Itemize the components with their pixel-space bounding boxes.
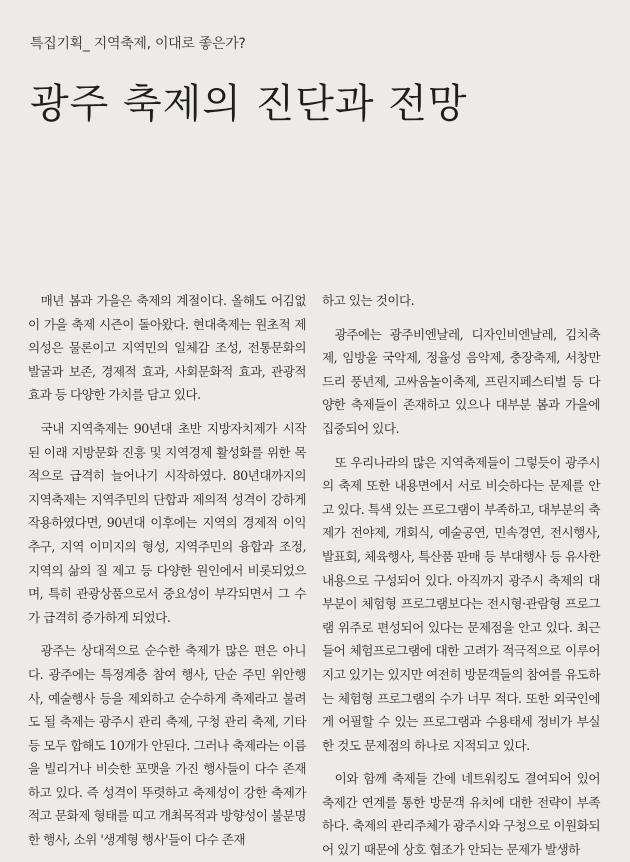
paragraph: 또 우리나라의 많은 지역축제들이 그렇듯이 광주시의 축제 또한 내용면에서 서로 비슷하다는 문제를 안고 있다. 특색 있는 프로그램이 부족하고, 대부분의 축제가 전야제, 개회식, 예술공연, 민속경연, 전시행사, 발표회, 체육행사, 특산품 판매 등 부대행사 등 유사한 내용으로 구성되어 있다. 아직까지 광주시 축제의 대부분이 체험형 프로그램보다는 전시형·관람형 프로그램 위주로 편성되어 있다는 문제점을 안고 있다. 최근 들어 체험프로그램에 대한 고려가 적극적으로 이루어지고 있기는 있지만 여전히 방문객들의 참여를 유도하는 체험형 프로그램의 수가 너무 적다. 또한 외국인에게 어필할 수 있는 프로그램과 수용태세 정비가 부실한 것도 문제점의 하나로 지적되고 있다. xyxy=(322,454,600,753)
paragraph: 국내 지역축제는 90년대 초반 지방자치제가 시작된 이래 지방문화 진흥 및 지역경제 활성화를 위한 목적으로 급격히 늘어나기 시작하였다. 80년대까지의 지역축제는 지역주민의 단합과 제의적 성격이 강하게 작용하였다면, 90년대 이후에는 지역의 경제적 이익추구, 지역 이미지의 형성, 지역주민의 융합과 조정, 지역의 삶의 질 제고 등 다양한 원인에서 비롯되었으며, 특히 관광상품으로서 중요성이 부각되면서 그 수가 급격히 증가하게 되었다. xyxy=(28,420,306,625)
paragraph: 매년 봄과 가을은 축제의 계절이다. 올해도 어김없이 가을 축제 시즌이 돌아왔다. 현대축제는 원초적 제의성은 물론이고 지역민의 일체감 조성, 전통문화의 발굴과 보존, 경제적 효과, 사회문화적 효과, 관광적 효과 등 다양한 가치를 담고 있다. xyxy=(28,293,306,403)
article-title: 광주 축제의 진단과 전망 xyxy=(30,81,468,127)
section-kicker: 특집기획_ 지역축제, 이대로 좋은가? xyxy=(30,36,246,52)
paragraph: 하고 있는 것이다. xyxy=(322,293,415,308)
paragraph: 이와 함께 축제들 간에 네트워킹도 결여되어 있어 축제간 연계를 통한 방문객 유치에 대한 전략이 부족하다. 축제의 관리주체가 광주시와 구청으로 이원화되어 있기 때문에 상호 협조가 안되는 문제가 발생하 xyxy=(322,771,600,858)
body-column-right xyxy=(322,289,600,862)
body-column-left xyxy=(28,289,306,852)
paragraph: 광주에는 광주비엔날레, 디자인비엔날레, 김치축제, 임방울 국악제, 정율성 음악제, 충장축제, 서창만드리 풍년제, 고싸움놀이축제, 프린지페스티벌 등 다양한 축제들이 존재하고 있으나 대부분 봄과 가을에 집중되어 있다. xyxy=(322,326,600,436)
paragraph: 광주는 상대적으로 순수한 축제가 많은 편은 아니다. 광주에는 특정계층 참여 행사, 단순 주민 위안행사, 예술행사 등을 제외하고 순수하게 축제라고 불려도 될 축제는 광주시 관리 축제, 구청 관리 축제, 기타 등 모두 합해도 10개가 안된다. 그러나 축제라는 이름을 빌리거나 비슷한 포맷을 가진 행사들이 다수 존재하고 있다. 즉 성격이 뚜렷하고 축제성이 강한 축제가 적고 문화제 형태를 띠고 개최목적과 방향성이 불분명한 행사, 소위 '생계형 행사'들이 다수 존재 xyxy=(28,643,306,848)
